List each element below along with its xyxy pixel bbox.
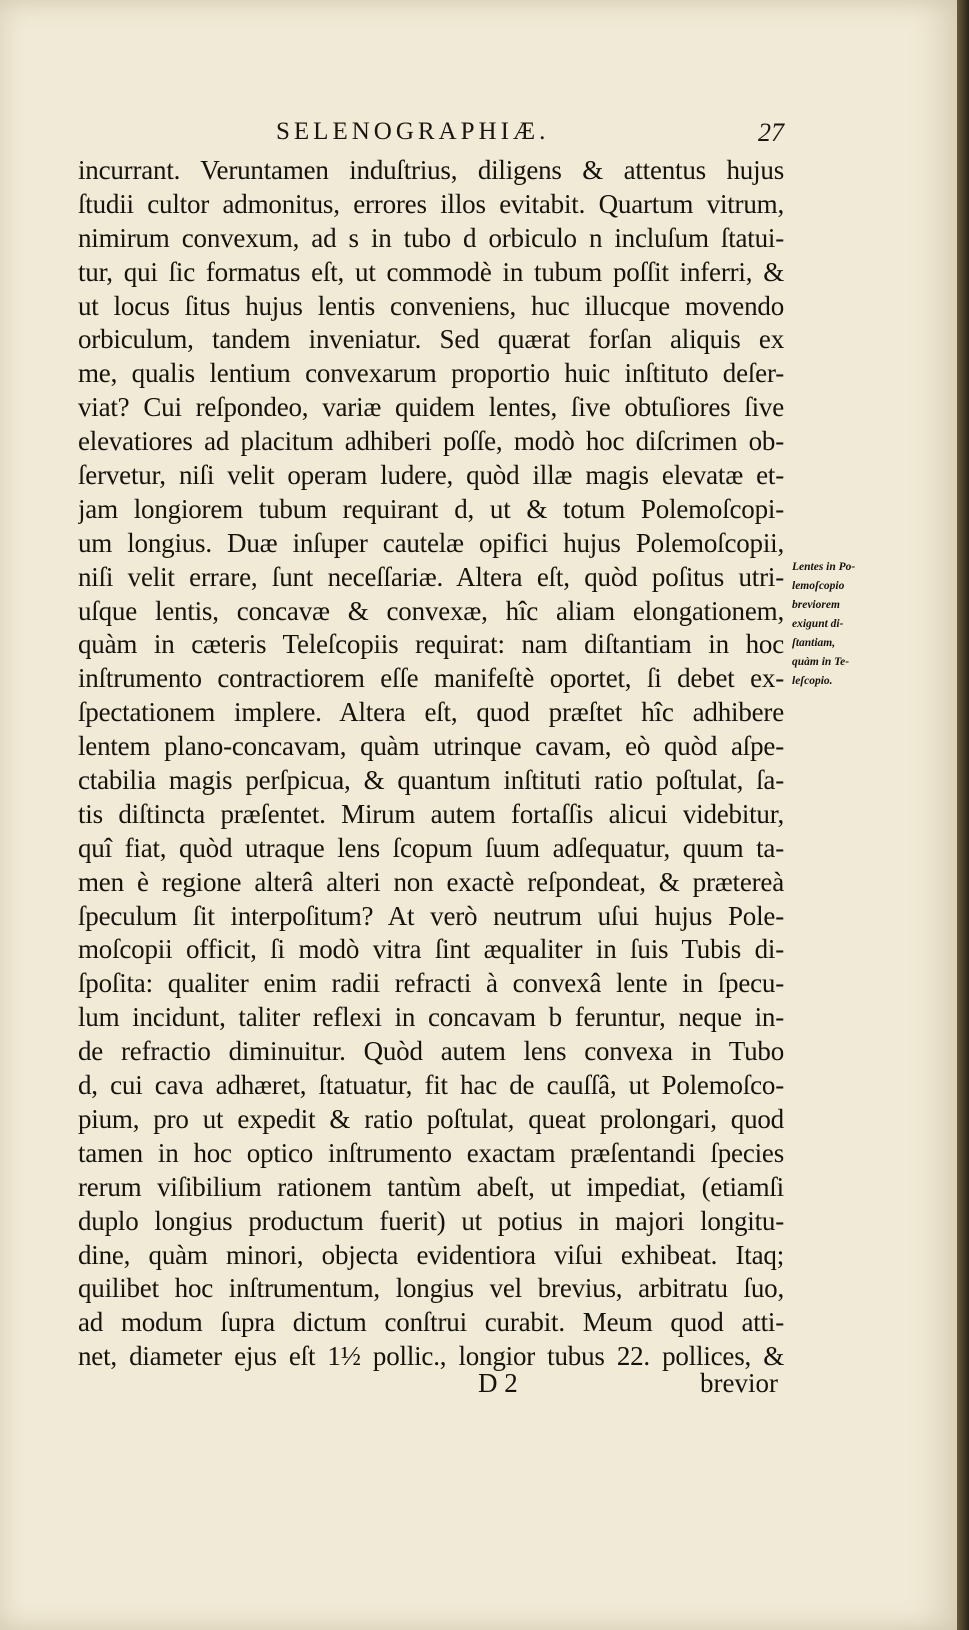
text-line: rerum viſibilium rationem tantùm abeſt, ut impediat, (etiamſi	[78, 1171, 784, 1202]
text-line: d, cui cava adhæret, ſtatuatur, fit hac de cauſſâ, ut Polemoſco-	[78, 1070, 784, 1101]
text-line: jam longiorem tubum requirant d, ut & totum Polemoſcopi-	[78, 493, 784, 524]
page-number: 27	[758, 118, 784, 147]
text-line: elevatiores ad placitum adhiberi poſſe, modò hoc diſcrimen ob-	[78, 426, 784, 457]
text-line: ſpoſita: qualiter enim radii refracti à convexâ lente in ſpecu-	[78, 968, 784, 999]
signature-mark: D 2	[478, 1368, 518, 1398]
margin-note-line: lemoſcopio	[792, 580, 845, 592]
text-line: nimirum convexum, ad s in tubo d orbiculo n incluſum ſtatui-	[78, 222, 784, 253]
text-line: men è regione alterâ alteri non exactè reſpondeat, & prætereà	[78, 866, 784, 897]
text-line: dine, quàm minori, objecta evidentiora viſui exhibeat. Itaq;	[78, 1239, 784, 1270]
text-line: ſpeculum ſit interpoſitum? At verò neutrum uſui hujus Pole-	[78, 900, 784, 931]
margin-note-line: quàm in Te-	[792, 656, 850, 668]
text-line: um longius. Duæ inſuper cautelæ opifici hujus Polemoſcopii,	[78, 527, 784, 558]
margin-note-line: Lentes in Po-	[792, 561, 856, 573]
text-line: ſtudii cultor admonitus, errores illos evitabit. Quartum vitrum,	[78, 188, 784, 219]
page-footer	[0, 1368, 957, 1402]
text-line: lum incidunt, taliter reflexi in concavam b feruntur, neque in-	[78, 1002, 784, 1033]
text-line: pium, pro ut expedit & ratio poſtulat, queat prolongari, quod	[78, 1103, 784, 1134]
text-line: ſpectationem implere. Altera eſt, quod præſtet hîc adhibere	[78, 697, 784, 728]
text-line: tis diſtincta præſentet. Mirum autem fortaſſis alicui videbitur,	[78, 798, 784, 829]
text-line: niſi velit errare, ſunt neceſſariæ. Altera eſt, quòd poſitus utri-	[78, 561, 784, 592]
text-line: lentem plano-concavam, quàm utrinque cavam, eò quòd aſpe-	[78, 731, 784, 762]
running-title: SELENOGRAPHIÆ.	[276, 118, 550, 145]
body-text	[78, 154, 784, 1374]
text-line: duplo longius productum fuerit) ut potius in majori longitu-	[78, 1205, 784, 1236]
text-line: uſque lentis, concavæ & convexæ, hîc aliam elongationem,	[78, 595, 784, 626]
text-line: inſtrumento contractiorem eſſe manifeſtè oportet, ſi debet ex-	[78, 663, 784, 694]
text-line: ut locus ſitus hujus lentis conveniens, huc illucque movendo	[78, 290, 784, 321]
page-header	[0, 118, 957, 150]
text-line: tamen in hoc optico inſtrumento exactam præſentandi ſpecies	[78, 1137, 784, 1168]
text-line: me, qualis lentium convexarum proportio huic inſtituto deſer-	[78, 358, 784, 389]
margin-note-line: exigunt di-	[792, 618, 844, 630]
text-line: quilibet hoc inſtrumentum, longius vel brevius, arbitratu ſuo,	[78, 1273, 784, 1304]
text-line: incurrant. Veruntamen induſtrius, diligens & attentus hujus	[78, 155, 784, 185]
text-line: tur, qui ſic formatus eſt, ut commodè in tubum poſſit inferri, &	[78, 256, 784, 287]
text-line: net, diameter ejus eſt 1½ pollic., longior tubus 22. pollices, &	[78, 1341, 784, 1372]
text-line: orbiculum, tandem inveniatur. Sed quærat forſan aliquis ex	[78, 324, 784, 355]
text-line: ad modum ſupra dictum conſtrui curabit. Meum quod atti-	[78, 1307, 784, 1338]
text-line: ſervetur, niſi velit operam ludere, quòd illæ magis elevatæ et-	[78, 460, 784, 491]
margin-note	[792, 558, 872, 691]
book-spine-edge	[957, 0, 969, 1630]
text-line: viat? Cui reſpondeo, variæ quidem lentes, ſive obtuſiores ſive	[78, 392, 784, 423]
text-line: quàm in cæteris Teleſcopiis requirat: nam diſtantiam in hoc	[78, 629, 784, 660]
text-line: moſcopii officit, ſi modò vitra ſint æqualiter in ſuis Tubis di-	[78, 934, 784, 965]
text-line: de refractio diminuitur. Quòd autem lens convexa in Tubo	[78, 1036, 784, 1067]
text-line: quî fiat, quòd utraque lens ſcopum ſuum adſequatur, quum ta-	[78, 832, 784, 863]
margin-note-line: breviorem	[792, 599, 840, 611]
catchword: brevior	[700, 1368, 778, 1398]
margin-note-line: ſtantiam,	[792, 637, 836, 649]
margin-note-line: leſcopio.	[792, 675, 833, 687]
text-line: ctabilia magis perſpicua, & quantum inſtituti ratio poſtulat, ſa-	[78, 765, 784, 796]
